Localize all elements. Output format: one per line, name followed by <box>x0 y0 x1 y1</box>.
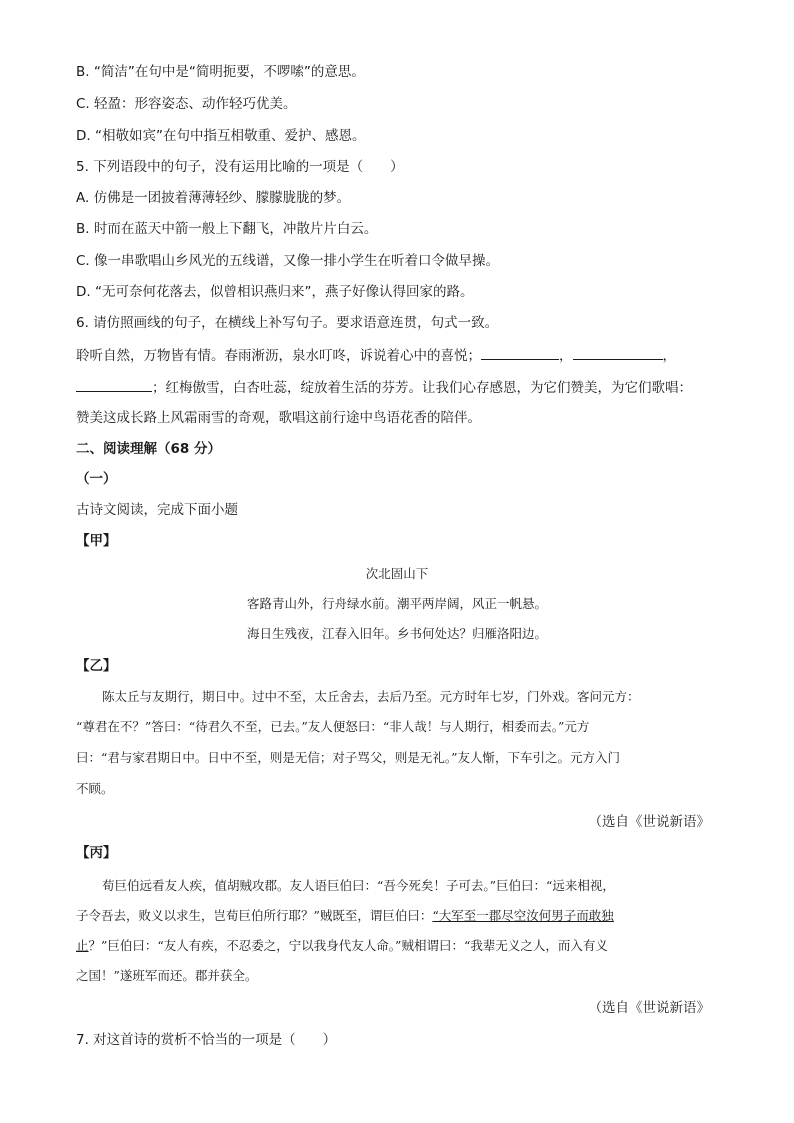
option-b: B. “简洁”在句中是“简明扼要，不啰嗦”的意思。 <box>76 64 365 80</box>
option-c: C. 轻盈：形容姿态、动作轻巧优美。 <box>76 96 297 112</box>
bing-line-1: 荀巨伯远看友人疾，值胡贼攻郡。友人语巨伯曰：“吾今死矣！子可去。”巨伯曰：“远来相视， <box>102 878 615 893</box>
q6-comma-1: ， <box>559 348 573 364</box>
fill-blank-2[interactable] <box>573 345 663 360</box>
q6-text-2: ；红梅傲雪，白杏吐蕊，绽放着生活的芬芳。让我们心存感恩，为它们赞美，为它们歌唱： <box>152 380 692 396</box>
poem-line-2: 海日生残夜，江春入旧年。乡书何处达？归雁洛阳边。 <box>246 626 547 641</box>
bing-line-2 <box>76 906 614 926</box>
bing-line-3-text: ？”巨伯曰：“友人有疾，不忍委之，宁以我身代友人命。”贼相谓曰：“我辈无义之人，而入有义 <box>88 938 608 953</box>
reading-intro: 古诗文阅读，完成下面小题 <box>76 502 238 518</box>
bing-line-2-text: 子令吾去，败义以求生，岂荀巨伯所行耶？”贼既至，谓巨伯曰： <box>76 908 433 923</box>
yi-line-4: 不顾。 <box>76 781 114 796</box>
source-citation-1: （选自《世说新语》 <box>588 814 710 830</box>
fill-blank-1[interactable] <box>481 345 559 360</box>
question-5: 5. 下列语段中的句子，没有运用比喻的一项是（ ） <box>76 159 404 175</box>
yi-line-2: “尊君在不？”答曰：“待君久不至，已去。”友人便怒曰：“非人哉！与人期行，相委而去。”元方 <box>76 719 590 734</box>
source-citation-2: （选自《世说新语》 <box>588 1000 710 1016</box>
q6-text-1: 聆听自然，万物皆有情。春雨淅沥，泉水叮咚，诉说着心中的喜悦； <box>76 348 481 364</box>
question-7: 7. 对这首诗的赏析不恰当的一项是（ ） <box>76 1032 337 1048</box>
bing-line-3 <box>76 936 608 956</box>
fill-blank-3[interactable] <box>76 377 152 392</box>
q5-option-d: D. “无可奈何花落去，似曾相识燕归来”，燕子好像认得回家的路。 <box>76 284 474 300</box>
underlined-sentence-part2: 止 <box>76 938 89 953</box>
q5-option-b: B. 时而在蓝天中箭一般上下翻飞，冲散片片白云。 <box>76 221 378 237</box>
yi-line-3: 曰：“君与家君期日中。日中不至，则是无信；对子骂父，则是无礼。”友人惭，下车引之。元方入门 <box>76 750 621 765</box>
question-6: 6. 请仿照画线的句子，在横线上补写句子。要求语意连贯，句式一致。 <box>76 315 499 331</box>
q5-option-c: C. 像一串歌唱山乡风光的五线谱，又像一排小学生在听着口令做早操。 <box>76 253 500 269</box>
poem-line-1: 客路青山外，行舟绿水前。潮平两岸阔，风正一帆悬。 <box>246 596 547 611</box>
q6-paragraph-line3: 赞美这成长路上风霜雨雪的奇观，歌唱这前行途中鸟语花香的陪伴。 <box>76 410 481 426</box>
underlined-sentence-part1: “大军至一郡尽空汝何男子而敢独 <box>432 908 614 923</box>
q6-paragraph-line1 <box>76 345 676 366</box>
section-2-heading: 二、阅读理解（68 分） <box>76 441 221 457</box>
bing-line-4: 之国！”遂班军而还。郡并获全。 <box>76 968 258 983</box>
label-jia: 【甲】 <box>76 533 117 549</box>
q6-comma-2: ， <box>662 348 676 364</box>
q5-option-a: A. 仿佛是一团披着薄薄轻纱、朦朦胧胧的梦。 <box>76 190 351 206</box>
label-yi: 【乙】 <box>76 658 117 674</box>
part-1-heading: （一） <box>76 471 117 487</box>
option-d: D. “相敬如宾”在句中指互相敬重、爱护、感恩。 <box>76 128 366 144</box>
yi-line-1: 陈太丘与友期行，期日中。过中不至，太丘舍去，去后乃至。元方时年七岁，门外戏。客问元方： <box>102 689 640 704</box>
poem-title: 次北固山下 <box>365 566 429 581</box>
q6-paragraph-line2 <box>76 377 692 398</box>
label-bing: 【丙】 <box>76 845 117 861</box>
